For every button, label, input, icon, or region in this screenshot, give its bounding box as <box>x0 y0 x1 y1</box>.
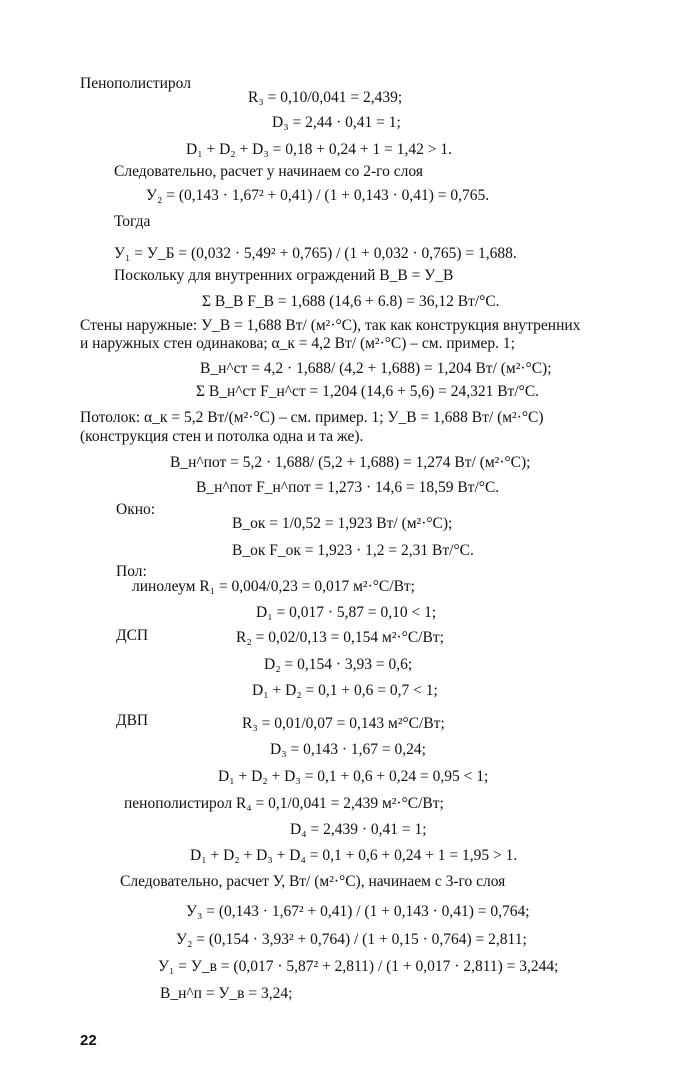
equation-line: В_ок = 1/0,52 = 1,923 Вт/ (м²·°С); <box>232 515 453 532</box>
equation-line: D₁ + D₂ + D₃ = 0,18 + 0,24 + 1 = 1,42 > 1. <box>186 141 452 158</box>
text-line: Окно: <box>116 501 156 518</box>
equation-line: У₂ = (0,143 · 1,67² + 0,41) / (1 + 0,143 · 0,41) = 0,765. <box>146 187 490 204</box>
equation-line: У₁ = У_Б = (0,032 · 5,49² + 0,765) / (1 + 0,032 · 0,765) = 1,688. <box>114 245 517 262</box>
equation-line: В_ок F_ок = 1,923 · 1,2 = 2,31 Вт/°С. <box>232 542 474 559</box>
equation-line: R₃ = 0,01/0,07 = 0,143 м²°С/Вт; <box>242 715 445 732</box>
text-line: Пол: <box>116 563 147 580</box>
text-line: Следовательно, расчет У, Вт/ (м²·°С), начинаем с 3-го слоя <box>120 873 506 890</box>
text-line: Стены наружные: У_В = 1,688 Вт/ (м²·°С), так как конструкция внутренних <box>80 317 581 334</box>
equation-line: D₃ = 0,143 · 1,67 = 0,24; <box>270 741 426 758</box>
page-number: 22 <box>80 1032 97 1049</box>
text-line: и наружных стен одинакова; α_к = 4,2 Вт/ (м²·°С) – см. пример. 1; <box>80 335 515 352</box>
text-line: Поскольку для внутренних ограждений В_В = У_В <box>114 267 454 284</box>
equation-line: D₄ = 2,439 · 0,41 = 1; <box>290 821 427 838</box>
equation-line: D₁ + D₂ = 0,1 + 0,6 = 0,7 < 1; <box>252 682 438 699</box>
text-line: пенополистирол R₄ = 0,1/0,041 = 2,439 м²·°С/Вт; <box>124 795 444 812</box>
equation-line: У₁ = У_в = (0,017 · 5,87² + 2,811) / (1 + 0,017 · 2,811) = 3,244; <box>158 958 559 975</box>
equation-line: D₂ = 0,154 · 3,93 = 0,6; <box>264 656 413 673</box>
equation-line: линолеум R₁ = 0,004/0,23 = 0,017 м²·°С/Вт; <box>132 578 415 595</box>
equation-line: У₃ = (0,143 · 1,67² + 0,41) / (1 + 0,143 · 0,41) = 0,764; <box>186 903 530 920</box>
text-line: ДСП <box>116 627 149 644</box>
equation-line: Σ В_В F_В = 1,688 (14,6 + 6.8) = 36,12 Вт/°С. <box>202 293 500 310</box>
text-line: ДВП <box>116 712 149 729</box>
text-line: (конструкция стен и потолка одна и та же). <box>80 428 364 445</box>
equation-line: D₁ = 0,017 · 5,87 = 0,10 < 1; <box>256 604 437 621</box>
equation-line: В_н^ст = 4,2 · 1,688/ (4,2 + 1,688) = 1,204 Вт/ (м²·°С); <box>200 360 552 377</box>
equation-line: У₂ = (0,154 · 3,93² + 0,764) / (1 + 0,15 · 0,764) = 2,811; <box>176 931 527 948</box>
equation-line: D₃ = 2,44 · 0,41 = 1; <box>272 114 401 131</box>
text-line: Следовательно, расчет у начинаем со 2-го слоя <box>114 163 423 180</box>
equation-line: В_н^пот = 5,2 · 1,688/ (5,2 + 1,688) = 1,274 Вт/ (м²·°С); <box>170 454 531 471</box>
text-line: Тогда <box>114 213 151 230</box>
equation-line: R₃ = 0,10/0,041 = 2,439; <box>248 89 403 106</box>
equation-line: R₂ = 0,02/0,13 = 0,154 м²·°С/Вт; <box>236 629 444 646</box>
text-line: Пенополистирол <box>80 75 191 92</box>
equation-line: D₁ + D₂ + D₃ + D₄ = 0,1 + 0,6 + 0,24 + 1 = 1,95 > 1. <box>190 847 518 864</box>
equation-line: Σ В_н^ст F_н^ст = 1,204 (14,6 + 5,6) = 24,321 Вт/°С. <box>196 383 540 400</box>
equation-line: В_н^пот F_н^пот = 1,273 · 14,6 = 18,59 Вт/°С. <box>196 479 500 496</box>
equation-line: В_н^п = У_в = 3,24; <box>160 985 293 1002</box>
text-line: Потолок: α_к = 5,2 Вт/(м²·°С) – см. пример. 1; У_В = 1,688 Вт/ (м²·°С) <box>80 409 544 426</box>
equation-line: D₁ + D₂ + D₃ = 0,1 + 0,6 + 0,24 = 0,95 < 1; <box>218 768 489 785</box>
